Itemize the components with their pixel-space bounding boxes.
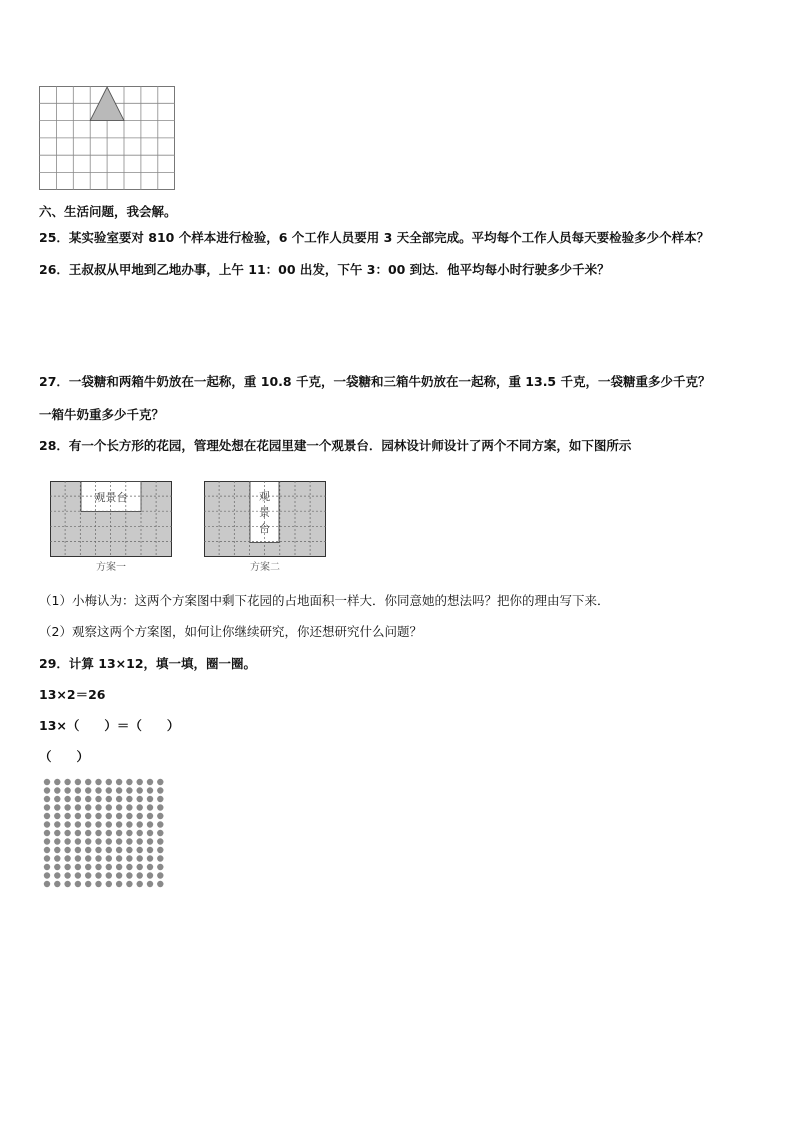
dot [126, 779, 132, 785]
plan-two-platform-char-3: 台 [259, 522, 270, 535]
dot [147, 872, 153, 878]
dot [64, 872, 70, 878]
dot [126, 855, 132, 861]
dot [126, 864, 132, 870]
dot [147, 821, 153, 827]
dot [44, 804, 50, 810]
dot [116, 838, 122, 844]
dot [126, 881, 132, 887]
dot [106, 813, 112, 819]
dot [54, 804, 60, 810]
dot [75, 864, 81, 870]
dot-array [42, 777, 168, 889]
dot [147, 813, 153, 819]
dot [75, 830, 81, 836]
question-26: 26．王叔叔从甲地到乙地办事，上午 11：00 出发，下午 3：00 到达．他平均每小时行驶多少千米？ [39, 262, 610, 277]
dot [44, 830, 50, 836]
dot [64, 830, 70, 836]
dot [157, 847, 163, 853]
dot [54, 813, 60, 819]
question-28-part-1: （1）小梅认为：这两个方案图中剩下花园的占地面积一样大．你同意她的想法吗？把你的理由写下来． [39, 593, 610, 608]
dot [116, 787, 122, 793]
dot [95, 813, 101, 819]
dot [64, 796, 70, 802]
dot [116, 830, 122, 836]
dot [95, 779, 101, 785]
dot [44, 864, 50, 870]
dot [75, 787, 81, 793]
dot [116, 881, 122, 887]
dot [126, 813, 132, 819]
dot [95, 872, 101, 878]
dot [75, 872, 81, 878]
dot [85, 796, 91, 802]
dot [147, 847, 153, 853]
question-27-line-2: 一箱牛奶重多少千克？ [39, 407, 165, 422]
dot [137, 821, 143, 827]
dot [95, 855, 101, 861]
question-28-part-2: （2）观察这两个方案图，如何让你继续研究，你还想研究什么问题？ [39, 624, 422, 639]
dot [64, 813, 70, 819]
dot [157, 864, 163, 870]
dot [64, 855, 70, 861]
dot [85, 838, 91, 844]
dot [106, 864, 112, 870]
dot [54, 881, 60, 887]
dot [116, 813, 122, 819]
plan-two-diagram [204, 481, 328, 558]
dot [44, 787, 50, 793]
dot [126, 830, 132, 836]
dot [147, 796, 153, 802]
plan-two-platform-char-2: 景 [259, 506, 270, 519]
dot [126, 821, 132, 827]
dot [75, 813, 81, 819]
dot [116, 872, 122, 878]
dot [75, 847, 81, 853]
dot [157, 881, 163, 887]
dot [64, 804, 70, 810]
dot [157, 830, 163, 836]
dot [75, 855, 81, 861]
plan-one-caption: 方案一 [96, 562, 126, 573]
dot [54, 872, 60, 878]
dot [126, 804, 132, 810]
dot [54, 847, 60, 853]
triangle-grid-figure [39, 86, 176, 191]
dot [147, 804, 153, 810]
dot [106, 872, 112, 878]
dot [54, 864, 60, 870]
dot [157, 838, 163, 844]
dot [137, 838, 143, 844]
plan-one-diagram [50, 481, 174, 558]
dot [44, 847, 50, 853]
dot [64, 838, 70, 844]
dot [147, 830, 153, 836]
dot [54, 821, 60, 827]
dot [54, 830, 60, 836]
dot [137, 787, 143, 793]
dot [75, 796, 81, 802]
dot [95, 881, 101, 887]
dot [147, 787, 153, 793]
plan-two-caption: 方案二 [250, 562, 280, 573]
dot [85, 804, 91, 810]
dot [106, 847, 112, 853]
dot [64, 881, 70, 887]
dot [147, 855, 153, 861]
dot [157, 796, 163, 802]
dot [157, 779, 163, 785]
dot [106, 838, 112, 844]
dot [75, 838, 81, 844]
dot [95, 864, 101, 870]
dot [147, 838, 153, 844]
dot [137, 779, 143, 785]
dot [85, 855, 91, 861]
dot [137, 847, 143, 853]
dot [116, 855, 122, 861]
dot [44, 779, 50, 785]
dot [137, 855, 143, 861]
dot [137, 872, 143, 878]
dot [44, 813, 50, 819]
dot [116, 804, 122, 810]
dot [85, 830, 91, 836]
dot [64, 779, 70, 785]
dot [95, 847, 101, 853]
dot [44, 855, 50, 861]
dot [106, 804, 112, 810]
dot [157, 804, 163, 810]
dot [106, 855, 112, 861]
dot [157, 821, 163, 827]
dot [147, 864, 153, 870]
dot [106, 821, 112, 827]
dot [54, 838, 60, 844]
dot [44, 838, 50, 844]
dot [75, 804, 81, 810]
dot [106, 881, 112, 887]
dot [137, 813, 143, 819]
dot [85, 821, 91, 827]
dot [95, 838, 101, 844]
dot [64, 787, 70, 793]
question-25: 25．某实验室要对 810 个样本进行检验，6 个工作人员要用 3 天全部完成。平均每个工作人员每天要检验多少个样本？ [39, 230, 710, 245]
dot [116, 847, 122, 853]
dot [147, 881, 153, 887]
dot [54, 796, 60, 802]
dot [116, 864, 122, 870]
dot [85, 787, 91, 793]
section-title: 六、生活问题，我会解。 [39, 204, 177, 219]
plan-two-platform-char-1: 观 [259, 490, 270, 503]
dot [64, 847, 70, 853]
dot [126, 796, 132, 802]
triangle-shape [90, 87, 124, 121]
dot [54, 787, 60, 793]
dot [137, 881, 143, 887]
dot [85, 847, 91, 853]
question-28: 28．有一个长方形的花园，管理处想在花园里建一个观景台．园林设计师设计了两个不同方案，如下图所示 [39, 438, 632, 453]
question-29: 29．计算 13×12，填一填，圈一圈。 [39, 656, 257, 671]
dot [75, 881, 81, 887]
equation-13x-blank: 13×（ ）＝（ ） [39, 718, 180, 733]
dot [95, 821, 101, 827]
dot [75, 779, 81, 785]
dot [44, 796, 50, 802]
dot [85, 864, 91, 870]
dot [126, 838, 132, 844]
plan-one-platform-label: 观景台 [94, 491, 128, 504]
question-27-line-1: 27．一袋糖和两箱牛奶放在一起称，重 10.8 千克，一袋糖和三箱牛奶放在一起称，重 13.5 千克，一袋糖重多少千克？ [39, 374, 711, 389]
dot [116, 779, 122, 785]
dot [116, 796, 122, 802]
dot [106, 779, 112, 785]
dot [85, 779, 91, 785]
dot [157, 813, 163, 819]
dot [95, 804, 101, 810]
dot [85, 872, 91, 878]
dot [64, 821, 70, 827]
dot [54, 779, 60, 785]
dot [44, 872, 50, 878]
dot [75, 821, 81, 827]
dot [147, 779, 153, 785]
dot [126, 872, 132, 878]
dot [106, 830, 112, 836]
dot [126, 787, 132, 793]
dot [126, 847, 132, 853]
answer-blank: （ ） [39, 749, 90, 764]
dot [85, 813, 91, 819]
dot [106, 787, 112, 793]
dot [137, 804, 143, 810]
dot [157, 872, 163, 878]
dot [44, 821, 50, 827]
dot [157, 787, 163, 793]
dot [137, 830, 143, 836]
equation-13x2: 13×2＝26 [39, 687, 106, 702]
dot [116, 821, 122, 827]
dot [95, 796, 101, 802]
dot [137, 796, 143, 802]
dot [85, 881, 91, 887]
dot [95, 787, 101, 793]
dot [106, 796, 112, 802]
dot [137, 864, 143, 870]
dot [54, 855, 60, 861]
dot [95, 830, 101, 836]
dot [157, 855, 163, 861]
dot [64, 864, 70, 870]
dot [44, 881, 50, 887]
